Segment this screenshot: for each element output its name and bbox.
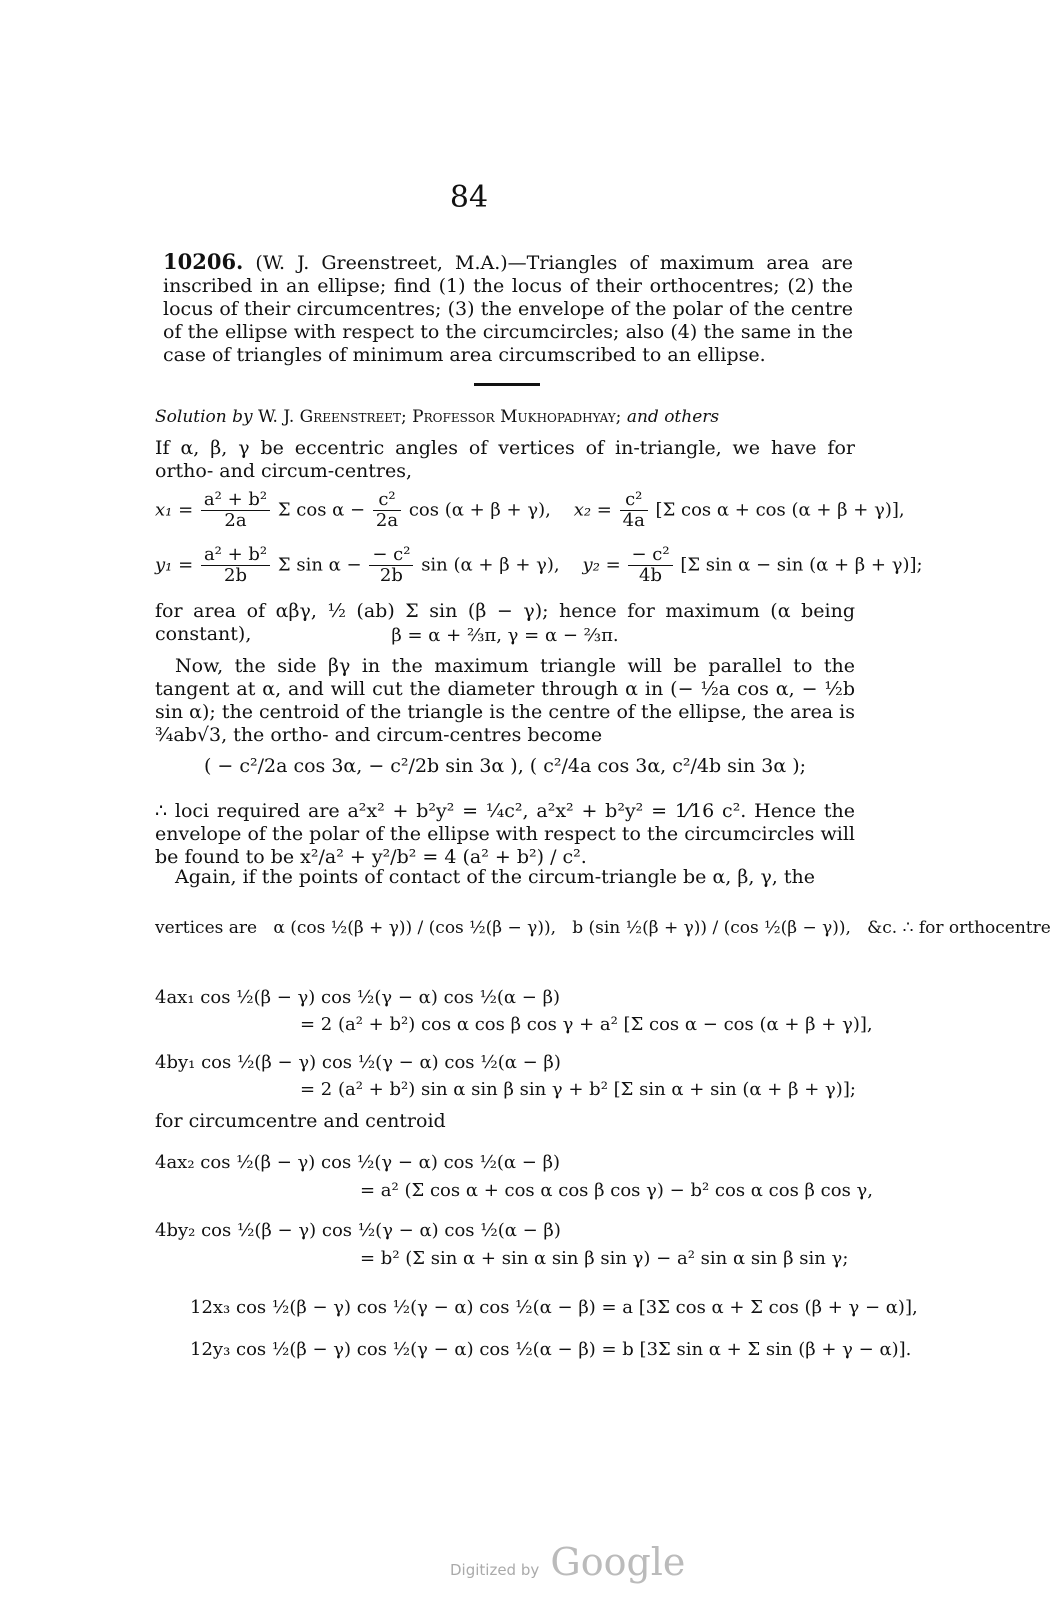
eq-y1-frac2: $\frac{\text{− c²}}{2b}$: [369, 545, 413, 586]
circ-y-lhs: 4by₂ cos ½(β − γ) cos ½(γ − α) cos ½(α − β): [155, 1220, 561, 1241]
eq-y2-frac: $\frac{\text{− c²}}{4b}$: [628, 545, 672, 586]
eq-x1-mid: Σ cos α −: [277, 499, 366, 521]
problem-statement: [163, 250, 853, 367]
paragraph-6: for circumcentre and centroid: [155, 1110, 446, 1132]
ortho-y-rhs: = 2 (a² + b²) sin α sin β sin γ + b² [Σ sin α + sin (α + β + γ)];: [300, 1079, 856, 1100]
vertices-tail: &c. ∴ for orthocentre: [867, 918, 1051, 938]
paragraph-1: If α, β, γ be eccentric angles of vertices of in-triangle, we have for ortho- and circum-centres,: [155, 437, 855, 482]
ortho-y-lhs: 4by₁ cos ½(β − γ) cos ½(γ − α) cos ½(α − β): [155, 1052, 561, 1073]
paragraph-3: Now, the side βγ in the maximum triangle will be parallel to the tangent at α, and will cut the diameter through α in (− ½a cos α, − ½b sin α); the centroid of the triangle is the centre of the ellipse, the area is ¾ab√3, the ortho- and circum-centres become: [155, 655, 855, 746]
equation-y1-y2: [155, 544, 923, 586]
eq-y1-tail: sin (α + β + γ),: [421, 554, 560, 576]
paragraph-4: ∴ loci required are a²x² + b²y² = ¼c², a²x² + b²y² = 1⁄16 c². Hence the envelope of the polar of the ellipse with respect to the circumcircles will be found to be x²/a² + y²/b² = 4 (a² + b²) / c².: [155, 800, 855, 868]
eq-x1-lhs: x₁ =: [155, 499, 194, 521]
google-logo: Google: [550, 1540, 686, 1584]
eq-y1-lhs: y₁ =: [155, 554, 194, 576]
eq-x1-tail: cos (α + β + γ),: [408, 499, 551, 521]
vertex-a: α (cos ½(β + γ)) / (cos ½(β − γ)),: [273, 918, 556, 938]
vertices-label: vertices are: [155, 918, 258, 938]
problem-number: 10206.: [163, 249, 244, 274]
eq-y1-mid: Σ sin α −: [277, 554, 362, 576]
solution-others: and others: [626, 407, 720, 427]
eq-x2-frac: $\frac{\text{c²}}{4a}$: [620, 490, 648, 531]
equation-x1-x2: [155, 489, 905, 531]
solution-label: Solution by: [155, 407, 253, 427]
solution-byline: [155, 407, 855, 427]
eq-y2-tail: [Σ sin α − sin (α + β + γ)];: [680, 554, 923, 576]
eq-x1-frac: $\frac{\text{a² + b²}}{2a}$: [201, 490, 270, 531]
eq-y2-lhs: y₂ =: [582, 554, 621, 576]
centroid-x: 12x₃ cos ½(β − γ) cos ½(γ − α) cos ½(α − β) = a [3Σ cos α + Σ cos (β + γ − α)],: [190, 1297, 918, 1318]
solution-authors: W. J. Greenstreet; Professor Mukhopadhyay;: [258, 407, 622, 427]
vertex-b: b (sin ½(β + γ)) / (cos ½(β − γ)),: [572, 918, 851, 938]
paragraph-2: for area of αβγ, ½ (ab) Σ sin (β − γ); hence for maximum (α being constant),: [155, 600, 855, 645]
digitized-label: Digitized by: [450, 1561, 540, 1579]
equation-vertices: [155, 915, 1051, 941]
paragraph-5: Again, if the points of contact of the circum-triangle be α, β, γ, the: [175, 866, 815, 888]
eq-x1-frac2: $\frac{\text{c²}}{2a}$: [373, 490, 401, 531]
eq-x2-tail: [Σ cos α + cos (α + β + γ)],: [655, 499, 905, 521]
equation-centres: ( − c²/2a cos 3α, − c²/2b sin 3α ), ( c²/4a cos 3α, c²/4b sin 3α );: [203, 755, 807, 777]
circ-x-lhs: 4ax₂ cos ½(β − γ) cos ½(γ − α) cos ½(α − β): [155, 1152, 561, 1173]
ortho-x-lhs: 4ax₁ cos ½(β − γ) cos ½(γ − α) cos ½(α − β): [155, 987, 561, 1008]
circ-y-rhs: = b² (Σ sin α + sin α sin β sin γ) − a² sin α sin β sin γ;: [360, 1248, 849, 1269]
eq-x2-lhs: x₂ =: [573, 499, 612, 521]
centroid-y: 12y₃ cos ½(β − γ) cos ½(γ − α) cos ½(α − β) = b [3Σ sin α + Σ sin (β + γ − α)].: [190, 1339, 912, 1360]
eq-y1-frac: $\frac{\text{a² + b²}}{2b}$: [201, 545, 270, 586]
ortho-x-rhs: = 2 (a² + b²) cos α cos β cos γ + a² [Σ cos α − cos (α + β + γ)],: [300, 1014, 873, 1035]
divider-rule: [474, 383, 540, 386]
page-number: 84: [449, 180, 489, 215]
digitized-watermark: [450, 1540, 685, 1584]
circ-x-rhs: = a² (Σ cos α + cos α cos β cos γ) − b² cos α cos β cos γ,: [360, 1180, 874, 1201]
problem-text: (W. J. Greenstreet, M.A.)—Triangles of maximum area are inscribed in an ellipse; find (1) the locus of their orthocentres; (2) the locus of their circumcentres; (3) the envelope of the polar of the centre of the ellipse with respect to the circumcircles; also (4) the same in the case of triangles of minimum area circumscribed to an ellipse.: [163, 252, 853, 366]
equation-beta-gamma: β = α + ⅔π, γ = α − ⅔π.: [391, 625, 619, 646]
